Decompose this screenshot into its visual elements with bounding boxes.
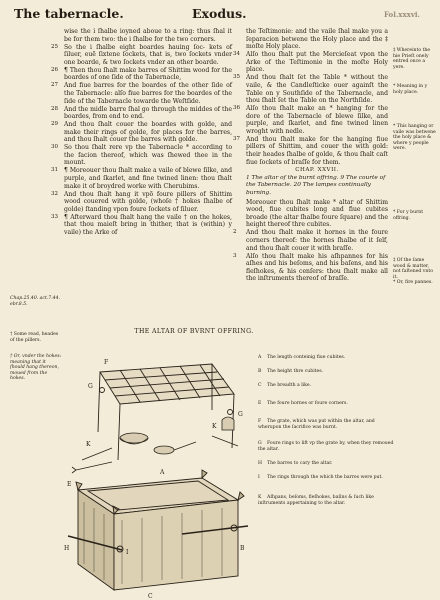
verse-number: 33 xyxy=(51,213,58,220)
legend-item xyxy=(258,383,398,389)
verse xyxy=(233,51,388,74)
verse-number: 31 xyxy=(51,167,58,174)
verse-text: ¶ Afterward thou ſhalt hang the vaile † on the hokes, that thou maieſt bring in thither, that is (within) y vaile) the Arke of xyxy=(64,213,232,236)
verse-text: And thou ſhalt ſet the Table * without the vaile, & the Candleſticke ouer againſt the Table on y Southſide of the Tabernacle, and thou ſhalt ſet the Table on the Northſide. xyxy=(246,74,388,105)
verse xyxy=(64,28,232,43)
svg-text:E: E xyxy=(67,481,72,488)
verse xyxy=(51,82,232,105)
verse xyxy=(51,144,232,167)
margin-note-text: † Some read, heades of the pillers. xyxy=(10,332,59,343)
margin-note-text: ‡ Of the ſame wood & matter, not faſtened vnto it. xyxy=(393,258,433,280)
verse-text: the Teſtimonie: and the vaile ſhal make you a ſeparacion betwene the Holy place and the ‡ moſte Holy place. xyxy=(246,28,388,51)
verse-text: Moreouer thou ſhalt make * altar of Shittim wood, fiue cubites long and fiue cubites broade (the altar ſhalbe foure ſquare) and the height thereof thre cubites. xyxy=(246,198,388,229)
verse-text: wise the i ſhalbe ioyned aboue to a ring: thus ſhal it be for them two: the i ſhalbe for the two corners. xyxy=(64,28,232,43)
verse xyxy=(246,28,388,51)
legend-item xyxy=(258,355,398,361)
legend-letter: C xyxy=(258,383,262,388)
legend-text: The breadth a like. xyxy=(267,383,312,388)
margin-note-right xyxy=(393,48,437,70)
legend-letter: B xyxy=(258,369,262,374)
margin-note-text: Chap.25.40. act.7.44. ebr.8.5. xyxy=(10,296,60,307)
verse xyxy=(51,66,232,82)
legend-letter: A xyxy=(258,355,262,360)
margin-note-right xyxy=(393,258,437,280)
margin-note-text: ‡ Whereinto the hie Prieſt onely entred once a yere. xyxy=(393,48,431,70)
legend-letter: H xyxy=(258,461,263,466)
chapter-heading: CHAP. XXVII. xyxy=(295,167,339,174)
figure-caption: THE ALTAR OF BVRNT OFFRING. xyxy=(134,328,254,335)
margin-note-left xyxy=(10,332,60,343)
verse-number: 3 xyxy=(233,252,237,259)
verse-number: 27 xyxy=(51,82,58,89)
verse-number: 2 xyxy=(233,229,237,236)
svg-text:K: K xyxy=(212,423,217,430)
verse-text: And thou ſhalt make for the hanging fiue pillers of Shittim, and couer the with gold: their heades ſhalbe of golde, & thou ſhalt caſt fiue ſockets of braſſe for them. xyxy=(246,135,388,166)
chapter-summary: 1 The altar of the burnt offring. 9 The courte of the Tabernacle. 20 The lampes continually burning. xyxy=(246,174,386,197)
margin-note-text: * Meaning in y holy place. xyxy=(393,84,428,95)
verse-text: So the i ſhalbe eight boardes hauing ſoc- kets of ſiluer, euẽ ſixtene ſockets, that is, two ſockets vnder one boarde, & two ſockets vnder an other boarde. xyxy=(64,43,232,66)
legend-text: The grate, which was put within the altar, and wherupon the ſacrifice was burnt. xyxy=(258,419,375,430)
legend-letter: E xyxy=(258,401,262,406)
margin-note-left xyxy=(10,354,62,382)
verse xyxy=(51,190,232,214)
page-title-left: The tabernacle. xyxy=(14,6,124,21)
verse xyxy=(51,213,232,237)
verse-number: 34 xyxy=(233,51,240,58)
legend-letter: K xyxy=(258,495,262,500)
verse-text: Alſo thou ſhalt put the Mercieſeat vpon the Arke of the Teſtimonie in the moſte Holy place. xyxy=(246,51,388,74)
verse xyxy=(233,105,388,135)
legend-item xyxy=(258,369,398,375)
verse-text: And fiue barres for the boardes of the other ſide of the Tabernacle: alſo fiue barres for the boardes of the ſide of the Tabernacle towarde the Weſtſide. xyxy=(64,82,232,105)
verse-text: And the midle barre ſhal go through the middes of the boardes, from end to end. xyxy=(64,105,232,121)
svg-text:B: B xyxy=(240,545,245,552)
text-column-right xyxy=(233,28,388,283)
verse xyxy=(246,199,388,229)
verse-text: And thou ſhalt make it hornes in the foure corners thereof: the hornes ſhalbe of it ſelf, and thou ſhalt couer it with braſſe. xyxy=(246,229,388,252)
legend-item xyxy=(258,461,398,467)
verse-text: And thou ſhalt couer the boardes with golde, and make their rings of golde, for places for the barres, and thou ſhalt couer the barres with golde. xyxy=(64,121,232,144)
legend-text: The height thre cubites. xyxy=(267,369,324,374)
margin-note-text: * This hanging or vaile was betwene the holy place & where y people were. xyxy=(393,124,436,152)
book-title: Exodus. xyxy=(192,6,247,21)
legend-item xyxy=(258,495,398,506)
svg-text:G: G xyxy=(238,411,243,418)
folio-bleed: Fol.xxxvi. xyxy=(383,10,420,19)
svg-text:I: I xyxy=(126,549,129,556)
legend-letter: F xyxy=(258,419,262,424)
verse-text: So thou ſhalt rere vp the Tabernacle * according to the facion thereof, which was ſhewed thee in the mount. xyxy=(64,144,232,167)
svg-text:F: F xyxy=(104,359,109,366)
verse-number: 32 xyxy=(51,190,58,197)
verse-number: 28 xyxy=(51,105,58,112)
verse xyxy=(233,74,388,105)
verse xyxy=(51,43,232,67)
legend-item xyxy=(258,441,398,452)
text-column-left xyxy=(51,28,232,237)
verse xyxy=(51,167,232,190)
verse-text: Alſo thou ſhalt make his aſhpannes for his aſhes and his beſoms, and his baſens, and his fleſhokes, & his cenſers: thou ſhalt make all the inſtruments thereof of braſſe. xyxy=(246,252,388,283)
margin-note-right xyxy=(393,124,437,152)
verse xyxy=(51,121,232,144)
svg-text:H: H xyxy=(64,545,70,552)
verse-text: ¶ Then thou ſhalt make barres of Shittim wood for the boardes of one ſide of the Tabernacle, xyxy=(64,66,232,82)
legend-text: The barres to cary the altar. xyxy=(267,461,333,466)
margin-note-left xyxy=(10,296,60,307)
verse-text: And thou ſhalt hang it vpõ foure pillers of Shittim wood couered with golde, (whoſe † hokes ſhalbe of golde) ſtanding vpon foure ſockets of ſiluer. xyxy=(64,190,232,213)
altar-woodcut-illustration xyxy=(62,350,250,600)
verse-text: Alſo thou ſhalt make an * hanging for the dore of the Tabernacle of blewe ſilke, and purple, and ſkarlet, and fine twined linen wroght with nedle. xyxy=(246,105,388,135)
verse-text: ¶ Moreouer thou ſhalt make a vaile of blewe ſilke, and purple, and ſkarlet, and fine twined linen: thou ſhalt make it of broydred worke with Cherubims. xyxy=(64,167,232,190)
margin-note-right xyxy=(393,210,437,221)
verse xyxy=(233,229,388,252)
verse xyxy=(233,135,388,166)
verse-number: 36 xyxy=(233,105,240,112)
legend-text: Aſhpans, beſoms, fleſhokes, baſins & ſuch like inſtruments appertaining to the altar. xyxy=(258,495,374,506)
legend-text: The foure hornes or foure corners. xyxy=(267,401,348,406)
legend-text: Foure rings to lift vp the grate by, when they remoued the altar. xyxy=(258,441,394,452)
verse-number: 25 xyxy=(51,43,58,50)
legend-item xyxy=(258,401,398,407)
margin-note-text: * For y burnt offring. xyxy=(393,210,424,221)
legend-letter: G xyxy=(258,441,262,446)
verse-number: 35 xyxy=(233,74,240,81)
legend-item xyxy=(258,475,398,481)
svg-text:G: G xyxy=(88,383,93,390)
margin-note-right xyxy=(393,280,437,286)
margin-note-text: † Or, vnder the hokes: meaning that it ſhould hang thereon, moued from the hokes. xyxy=(10,354,62,382)
verse-number: 37 xyxy=(233,135,240,142)
margin-note-right xyxy=(393,84,437,95)
margin-note-text: * Or, fire pannes. xyxy=(393,280,433,285)
legend-letter: I xyxy=(258,475,260,480)
svg-text:K: K xyxy=(86,441,91,448)
verse-number: 30 xyxy=(51,144,58,151)
svg-text:C: C xyxy=(148,593,153,600)
legend-item xyxy=(258,419,398,430)
svg-text:A: A xyxy=(160,469,165,476)
verse-number: 29 xyxy=(51,121,58,128)
running-header xyxy=(14,6,420,26)
legend-text: The rings through the which the barres were put. xyxy=(267,475,383,480)
verse-number: 26 xyxy=(51,66,58,73)
verse xyxy=(51,105,232,121)
legend-text: The length conteinig fiue cubites. xyxy=(267,355,346,360)
verse xyxy=(233,252,388,283)
